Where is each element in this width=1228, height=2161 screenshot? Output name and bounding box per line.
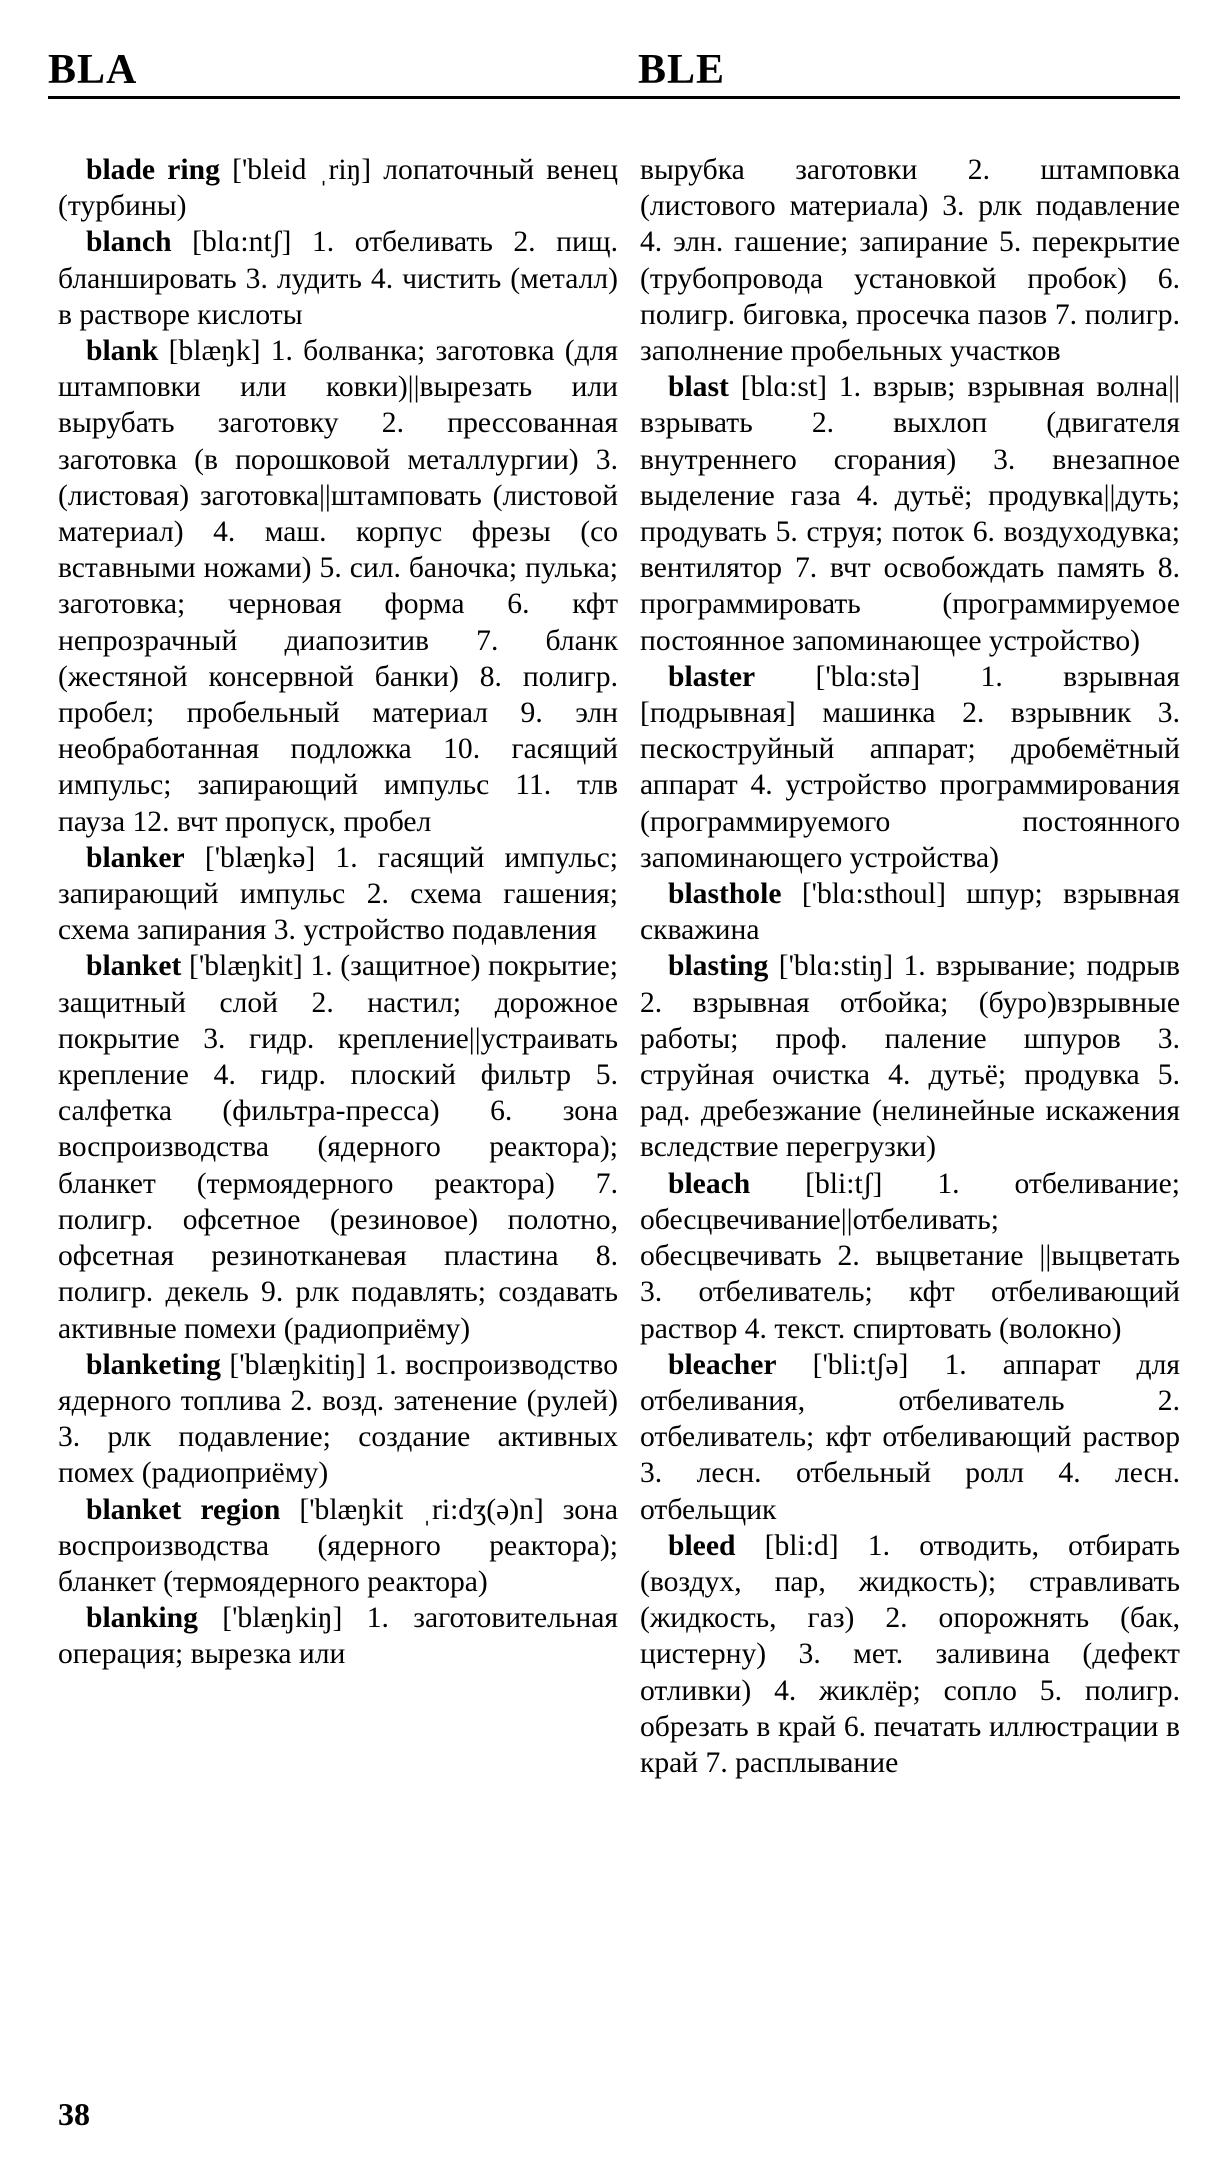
headword: blasting (668, 950, 769, 983)
header-left-guide-word: BLA (48, 47, 138, 93)
transcription: ['blæŋkit] (181, 950, 311, 983)
page-number: 38 (58, 2096, 90, 2132)
right-column (640, 152, 1180, 1781)
definition: 1. гасящий импульс; запирающий импульс 2. схема гашения; схема запирания 3. устройство подавления (58, 841, 618, 947)
entry-blank (58, 333, 618, 840)
transcription: ['bleid ˌriŋ] (219, 154, 384, 186)
definition: 1. болванка; заготовка (для штамповки или ковки)||вырезать или вырубать заготовку 2. прессованная заготовка (в порошковой металлургии) 3. (листовая) заготовка||штамповать (листовой материал) 4. маш. корпус фрезы (со вставными ножами) 5. сил. баночка; пулька; заготовка; черновая форма 6. кфт непрозрачный диапозитив 7. бланк (жестяной консервной банки) 8. полигр. пробел; пробельный материал 9. элн необработанная подложка 10. гасящий импульс; запирающий импульс 11. тлв пауза 12. вчт пропуск, пробел (58, 335, 618, 838)
definition: лопаточный венец (турбины) (58, 154, 618, 223)
headword: bleacher (668, 1348, 777, 1381)
entry-blanketing (58, 1347, 618, 1492)
entry-blanket-region (58, 1492, 618, 1601)
running-header (48, 42, 1180, 98)
entry-blanket (58, 948, 618, 1346)
definition: 1. заготовительная операция; вырезка или (58, 1602, 618, 1671)
transcription: ['bli:tʃə] (776, 1348, 945, 1381)
headword: blade ring (86, 154, 220, 186)
definition: вырубка заготовки 2. штамповка (листового материала) 3. рлк подавление 4. элн. гашение; запирание 5. перекрытие (трубопровода установкой пробок) 6. полигр. биговка, просечка пазов 7. полигр. заполнение пробельных участков (640, 154, 1180, 368)
transcription: ['blɑ:stiŋ] (768, 950, 904, 983)
transcription: [bli:tʃ] (750, 1167, 938, 1200)
entry-bleed (640, 1528, 1180, 1781)
entry-blasthole (640, 876, 1180, 948)
transcription: ['blɑ:stə] (755, 660, 981, 693)
headword: blanket region (86, 1493, 281, 1526)
entry-blanker (58, 840, 618, 949)
headword: blank (86, 335, 159, 368)
definition: 1. воспроизводство ядерного топлива 2. возд. затенение (рулей) 3. рлк подавление; создание активных помех (радиоприёму) (58, 1348, 618, 1490)
header-rule (48, 96, 1180, 99)
transcription: ['blæŋkitiŋ] (220, 1348, 375, 1381)
left-column (58, 152, 618, 1673)
headword: blanket (86, 950, 182, 983)
transcription: [bli:d] (735, 1529, 868, 1562)
entry-blanking-continued (640, 152, 1180, 369)
entry-blast (640, 369, 1180, 659)
headword: bleach (668, 1167, 751, 1200)
transcription: ['blæŋkə] (184, 841, 336, 874)
definition: шпур; взрывная скважина (640, 878, 1180, 947)
headword: blanking (86, 1602, 198, 1635)
headword: blanker (86, 841, 185, 874)
headword: blast (668, 371, 729, 404)
transcription: [blɑ:st] (728, 371, 839, 404)
entry-bleacher (640, 1347, 1180, 1528)
definition: зона воспроизводства (ядерного реактора); бланкет (термоядерного реактора) (58, 1493, 618, 1598)
transcription: ['blɑ:sthoul] (781, 878, 967, 911)
definition: 1. отводить, отбирать (воздух, пар, жидкость); стравливать (жидкость, газ) 2. опорожнять (бак, цистерну) 3. мет. заливина (дефект отливки) 4. жиклёр; сопло 5. полигр. обрезать в край 6. печатать иллюстрации в край 7. расплывание (640, 1529, 1180, 1779)
transcription: [blæŋk] (158, 335, 271, 368)
entry-blanch (58, 224, 618, 333)
headword: blanch (86, 226, 172, 259)
definition: 1. взрыв; взрывная волна||взрывать 2. выхлоп (двигателя внутреннего сгорания) 3. внезапное выделение газа 4. дутьё; продувка||дуть; продувать 5. струя; поток 6. воздуходувка; вентилятор 7. вчт освобождать память 8. программировать (программируемое постоянное запоминающее устройство) (640, 371, 1180, 657)
headword: blanketing (86, 1348, 221, 1381)
entry-blanking (58, 1600, 618, 1672)
entry-blasting (640, 948, 1180, 1165)
entry-blaster (640, 659, 1180, 876)
transcription: ['blæŋkiŋ] (197, 1602, 367, 1635)
header-right-guide-word: BLE (638, 47, 726, 93)
headword: blaster (668, 660, 756, 693)
definition: 1. аппарат для отбеливания, отбеливатель 2. отбеливатель; кфт отбеливающий раствор 3. лесн. отбельный ролл 4. лесн. отбельщик (640, 1348, 1180, 1526)
definition: 1. отбеливание; обесцвечивание||отбеливать; обесцвечивать 2. выцветание ||выцветать 3. отбеливатель; кфт отбеливающий раствор 4. текст. спиртовать (волокно) (640, 1167, 1180, 1345)
definition: 1. отбеливать 2. пищ. бланшировать 3. лудить 4. чистить (металл) в растворе кислоты (58, 226, 618, 331)
transcription: [blɑ:ntʃ] (171, 226, 312, 259)
definition: 1. взрывная [подрывная] машинка 2. взрывник 3. пескоструйный аппарат; дробемётный аппарат 4. устройство программирования (программируемого постоянного запоминающего устройства) (640, 660, 1180, 874)
definition: 1. (защитное) покрытие; защитный слой 2. настил; дорожное покрытие 3. гидр. крепление||устраивать крепление 4. гидр. плоский фильтр 5. салфетка (фильтра-пресса) 6. зона воспроизводства (ядерного реактора); бланкет (термоядерного реактора) 7. полигр. офсетное (резиновое) полотно, офсетная резинотканевая пластина 8. полигр. декель 9. рлк подавлять; создавать активные помехи (радиоприёму) (58, 950, 618, 1345)
headword: bleed (668, 1529, 736, 1562)
transcription: ['blæŋkit ˌri:dʒ(ə)n] (280, 1493, 563, 1526)
headword: blasthole (668, 878, 782, 911)
entry-blade-ring (58, 152, 618, 224)
entry-bleach (640, 1166, 1180, 1347)
definition: 1. взрывание; подрыв 2. взрывная отбойка; (буро)взрывные работы; проф. паление шпуров 3. струйная очистка 4. дутьё; продувка 5. рад. дребезжание (нелинейные искажения вследствие перегрузки) (640, 950, 1180, 1164)
